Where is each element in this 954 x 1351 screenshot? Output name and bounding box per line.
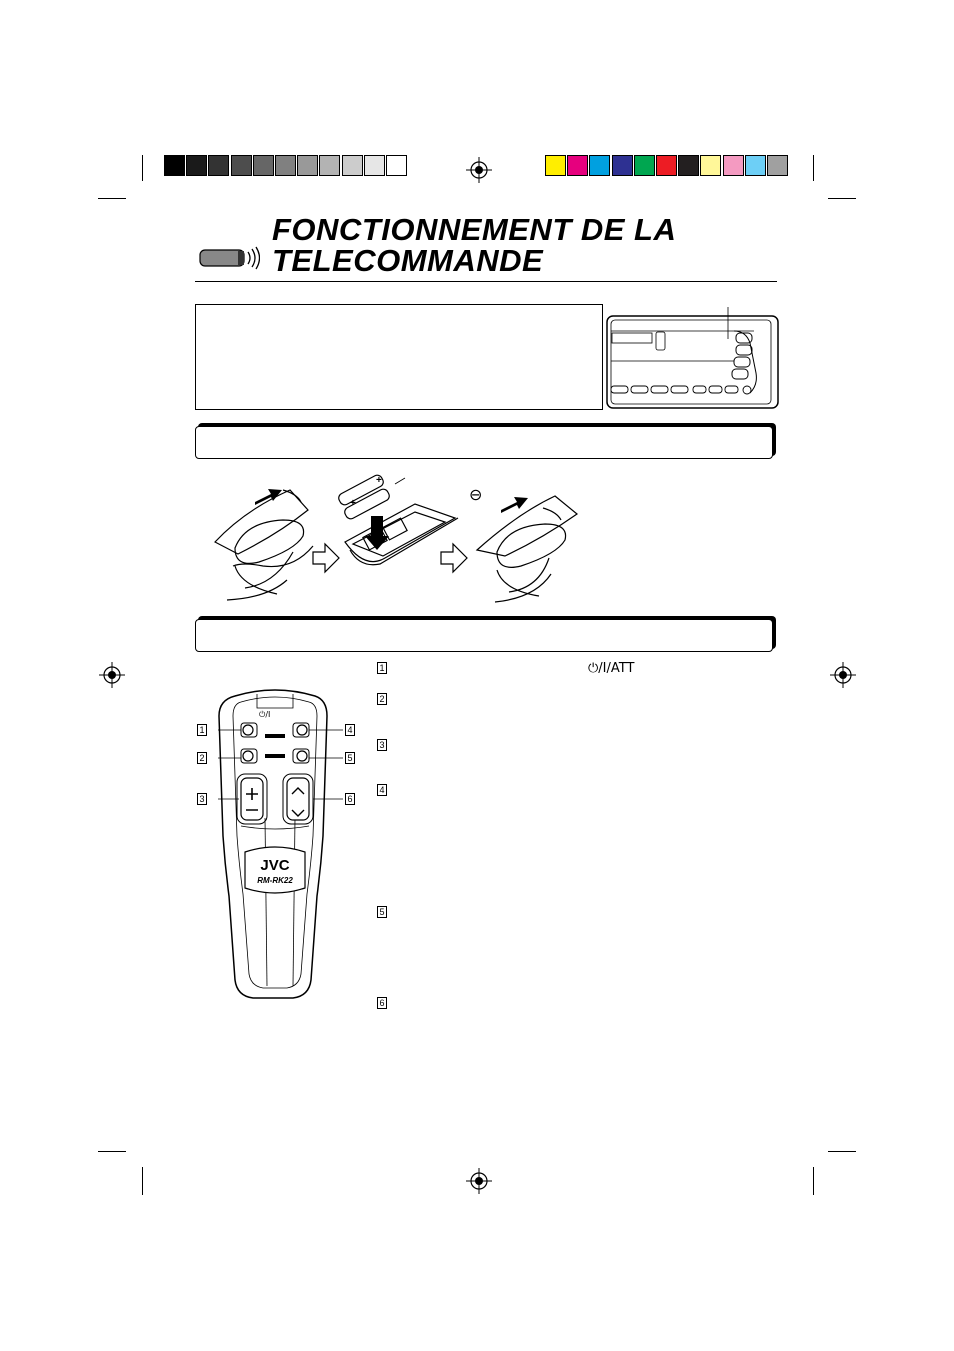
crop-mark [98, 198, 126, 199]
remote-power-label: ⏻/I [259, 710, 271, 719]
list-marker-2: 2 [377, 693, 387, 705]
color-swatch [319, 155, 340, 176]
list-marker-5: 5 [377, 906, 387, 918]
color-swatch [186, 155, 207, 176]
callout-2: 2 [197, 752, 207, 764]
head-unit-illustration [604, 305, 780, 411]
callout-6: 6 [345, 793, 355, 805]
callout-3: 3 [197, 793, 207, 805]
section-header-remote-buttons [195, 619, 773, 652]
section-header-battery [195, 426, 773, 459]
color-swatch [545, 155, 566, 176]
svg-text:+: + [350, 498, 356, 509]
color-swatch [700, 155, 721, 176]
crop-mark [142, 1167, 143, 1195]
remote-control-illustration [205, 686, 345, 1006]
info-box [195, 304, 603, 410]
color-swatch [634, 155, 655, 176]
crop-mark [98, 1151, 126, 1152]
battery-installation-illustration [205, 470, 595, 605]
color-swatch [275, 155, 296, 176]
color-swatch [297, 155, 318, 176]
color-swatch [678, 155, 699, 176]
svg-text:+: + [376, 475, 382, 486]
att-button-label: ⏻/I/ATT [588, 661, 635, 676]
color-swatch [208, 155, 229, 176]
page-title-line-1: FONCTIONNEMENT DE LA [272, 212, 677, 247]
color-swatch [164, 155, 185, 176]
minus-symbol: ⊖ [469, 485, 483, 504]
color-swatch [567, 155, 588, 176]
color-swatch [253, 155, 274, 176]
remote-brand-logo: JVC [260, 857, 290, 874]
registration-mark-icon [830, 662, 856, 688]
crop-mark [813, 1167, 814, 1195]
title-rule [195, 281, 777, 282]
crop-mark [828, 1151, 856, 1152]
callout-5: 5 [345, 752, 355, 764]
remote-control-icon [198, 244, 260, 272]
page-title-line-2: TELECOMMANDE [272, 243, 544, 278]
color-swatch [589, 155, 610, 176]
color-swatch [342, 155, 363, 176]
crop-mark [813, 155, 814, 181]
list-marker-6: 6 [377, 997, 387, 1009]
color-swatch [386, 155, 407, 176]
registration-mark-icon [466, 1168, 492, 1194]
remote-model-label: RM-RK22 [257, 876, 293, 885]
color-swatch [364, 155, 385, 176]
color-swatch [723, 155, 744, 176]
color-swatch [745, 155, 766, 176]
color-swatch [656, 155, 677, 176]
crop-mark [828, 198, 856, 199]
list-marker-1: 1 [377, 662, 387, 674]
callout-4: 4 [345, 724, 355, 736]
list-marker-3: 3 [377, 739, 387, 751]
registration-mark-icon [466, 157, 492, 183]
color-swatch [231, 155, 252, 176]
color-swatch [612, 155, 633, 176]
list-marker-4: 4 [377, 784, 387, 796]
callout-1: 1 [197, 724, 207, 736]
crop-mark [142, 155, 143, 181]
registration-mark-icon [99, 662, 125, 688]
color-swatch [767, 155, 788, 176]
